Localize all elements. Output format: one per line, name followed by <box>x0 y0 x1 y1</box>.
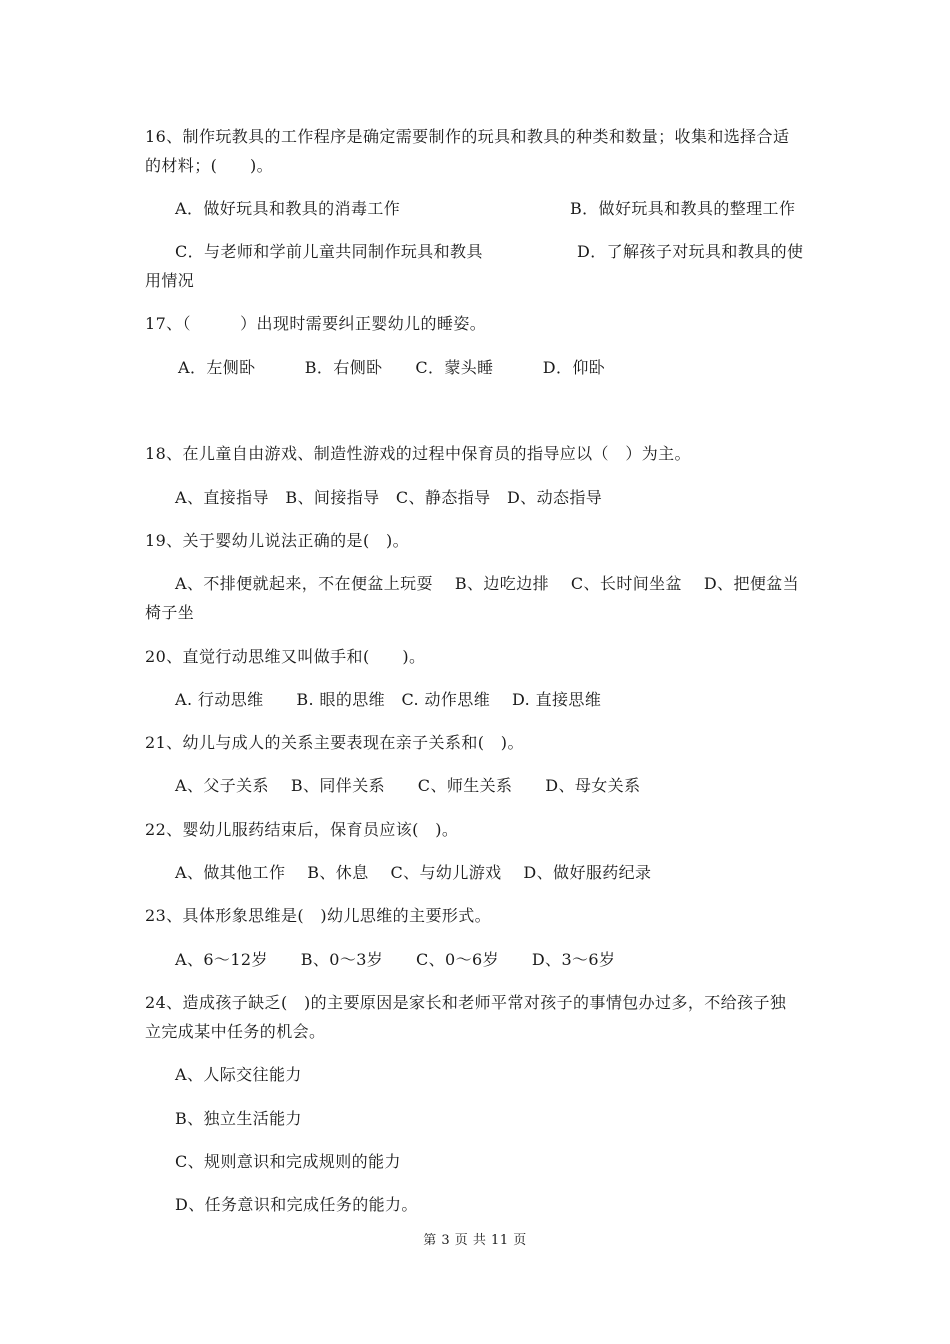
question-23-options: A、6～12岁 B、0～3岁 C、0～6岁 D、3～6岁 <box>175 950 616 969</box>
question-16-option-c: C．与老师和学前儿童共同制作玩具和教具 <box>175 242 483 261</box>
question-16-option-d: D．了解孩子对玩具和教具的使 <box>577 242 804 261</box>
question-16-line-2: 的材料；( )。 <box>145 156 274 175</box>
question-21-options: A、父子关系 B、同伴关系 C、师生关系 D、母女关系 <box>175 776 641 795</box>
question-18-options: A、直接指导 B、间接指导 C、静态指导 D、动态指导 <box>175 488 603 507</box>
question-16-option-d-cont: 用情况 <box>145 271 195 290</box>
question-17-stem: 17、（ ）出现时需要纠正婴幼儿的睡姿。 <box>145 314 487 333</box>
question-16-option-a: A．做好玩具和教具的消毒工作 <box>175 199 401 218</box>
question-19-options: A、不排便就起来，不在便盆上玩耍 B、边吃边排 C、长时间坐盆 D、把便盆当 <box>175 574 800 593</box>
question-24-option-c: C、规则意识和完成规则的能力 <box>175 1152 401 1171</box>
question-24-option-a: A、人际交往能力 <box>175 1065 302 1084</box>
question-21-stem: 21、幼儿与成人的关系主要表现在亲子关系和( )。 <box>145 733 524 752</box>
question-24-line-1: 24、造成孩子缺乏( )的主要原因是家长和老师平常对孩子的事情包办过多，不给孩子独 <box>145 993 787 1012</box>
question-22-stem: 22、婴幼儿服药结束后，保育员应该( )。 <box>145 820 459 839</box>
question-24-line-2: 立完成某中任务的机会。 <box>145 1022 326 1041</box>
question-17-options: A．左侧卧 B．右侧卧 C．蒙头睡 D．仰卧 <box>178 358 606 377</box>
question-24-option-d: D、任务意识和完成任务的能力。 <box>175 1195 418 1214</box>
question-19-options-cont: 椅子坐 <box>145 603 195 622</box>
question-16-line-1: 16、制作玩教具的工作程序是确定需要制作的玩具和教具的种类和数量；收集和选择合适 <box>145 127 790 146</box>
question-19-stem: 19、关于婴幼儿说法正确的是( )。 <box>145 531 410 550</box>
question-18-stem: 18、在儿童自由游戏、制造性游戏的过程中保育员的指导应以（ ）为主。 <box>145 444 691 463</box>
question-23-stem: 23、具体形象思维是( )幼儿思维的主要形式。 <box>145 906 492 925</box>
question-20-stem: 20、直觉行动思维又叫做手和( )。 <box>145 647 426 666</box>
question-22-options: A、做其他工作 B、休息 C、与幼儿游戏 D、做好服药纪录 <box>175 863 652 882</box>
question-20-options: A. 行动思维 B. 眼的思维 C. 动作思维 D. 直接思维 <box>175 690 602 709</box>
question-24-option-b: B、独立生活能力 <box>175 1109 302 1128</box>
page-footer: 第 3 页 共 11 页 <box>423 1233 527 1248</box>
question-16-option-b: B．做好玩具和教具的整理工作 <box>570 199 796 218</box>
